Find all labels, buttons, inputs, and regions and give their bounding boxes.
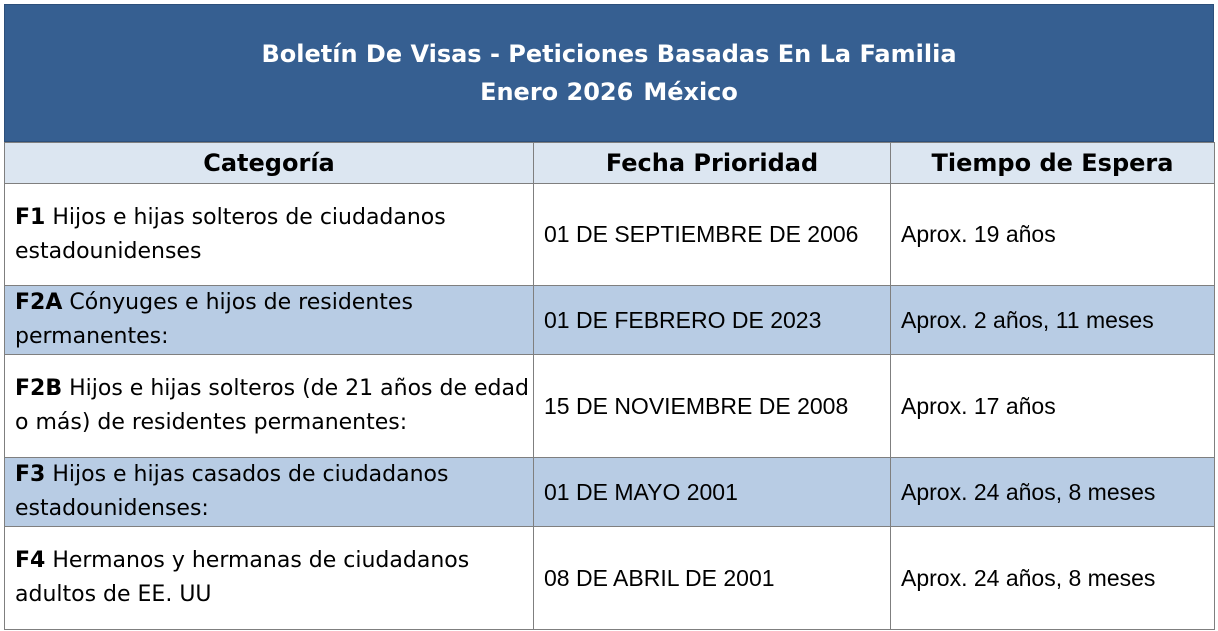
category-cell (5, 527, 534, 630)
column-header-category: Categoría (5, 143, 534, 184)
bulletin-country: México (643, 78, 738, 106)
bulletin-header (4, 4, 1214, 142)
category-code: F4 (15, 548, 46, 573)
visa-bulletin-table (4, 142, 1215, 630)
priority-date-cell: 01 DE FEBRERO DE 2023 (534, 286, 891, 355)
wait-time-cell: Aprox. 17 años (891, 355, 1215, 458)
category-cell (5, 184, 534, 286)
category-code: F1 (15, 204, 46, 230)
bulletin-month-year: Enero 2026 (480, 78, 634, 106)
wait-time-cell: Aprox. 2 años, 11 meses (891, 286, 1215, 355)
wait-time-cell: Aprox. 24 años, 8 meses (891, 458, 1215, 527)
table-row (5, 355, 1215, 458)
category-code: F2A (15, 290, 63, 315)
table-row (5, 527, 1215, 630)
column-header-priority-date: Fecha Prioridad (534, 143, 891, 184)
category-description: Hermanos y hermanas de ciudadanos adultos de EE. UU (15, 548, 470, 607)
category-cell (5, 458, 534, 527)
category-description: Hijos e hijas casados de ciudadanos estadounidenses: (15, 462, 449, 521)
category-description: Hijos e hijas solteros (de 21 años de edad o más) de residentes permanentes: (15, 376, 529, 435)
bulletin-subtitle (480, 73, 738, 111)
category-description: Cónyuges e hijos de residentes permanentes: (15, 290, 413, 349)
priority-date-cell: 01 DE MAYO 2001 (534, 458, 891, 527)
category-cell (5, 355, 534, 458)
priority-date-cell: 08 DE ABRIL DE 2001 (534, 527, 891, 630)
priority-date-cell: 15 DE NOVIEMBRE DE 2008 (534, 355, 891, 458)
category-cell (5, 286, 534, 355)
table-row (5, 458, 1215, 527)
table-row (5, 286, 1215, 355)
category-description: Hijos e hijas solteros de ciudadanos estadounidenses (15, 204, 446, 264)
priority-date-cell: 01 DE SEPTIEMBRE DE 2006 (534, 184, 891, 286)
table-header-row (5, 143, 1215, 184)
category-code: F3 (15, 462, 46, 487)
bulletin-title: Boletín De Visas - Peticiones Basadas En La Familia (261, 40, 957, 68)
wait-time-cell: Aprox. 19 años (891, 184, 1215, 286)
category-code: F2B (15, 376, 63, 401)
column-header-wait-time: Tiempo de Espera (891, 143, 1215, 184)
table-row (5, 184, 1215, 286)
wait-time-cell: Aprox. 24 años, 8 meses (891, 527, 1215, 630)
